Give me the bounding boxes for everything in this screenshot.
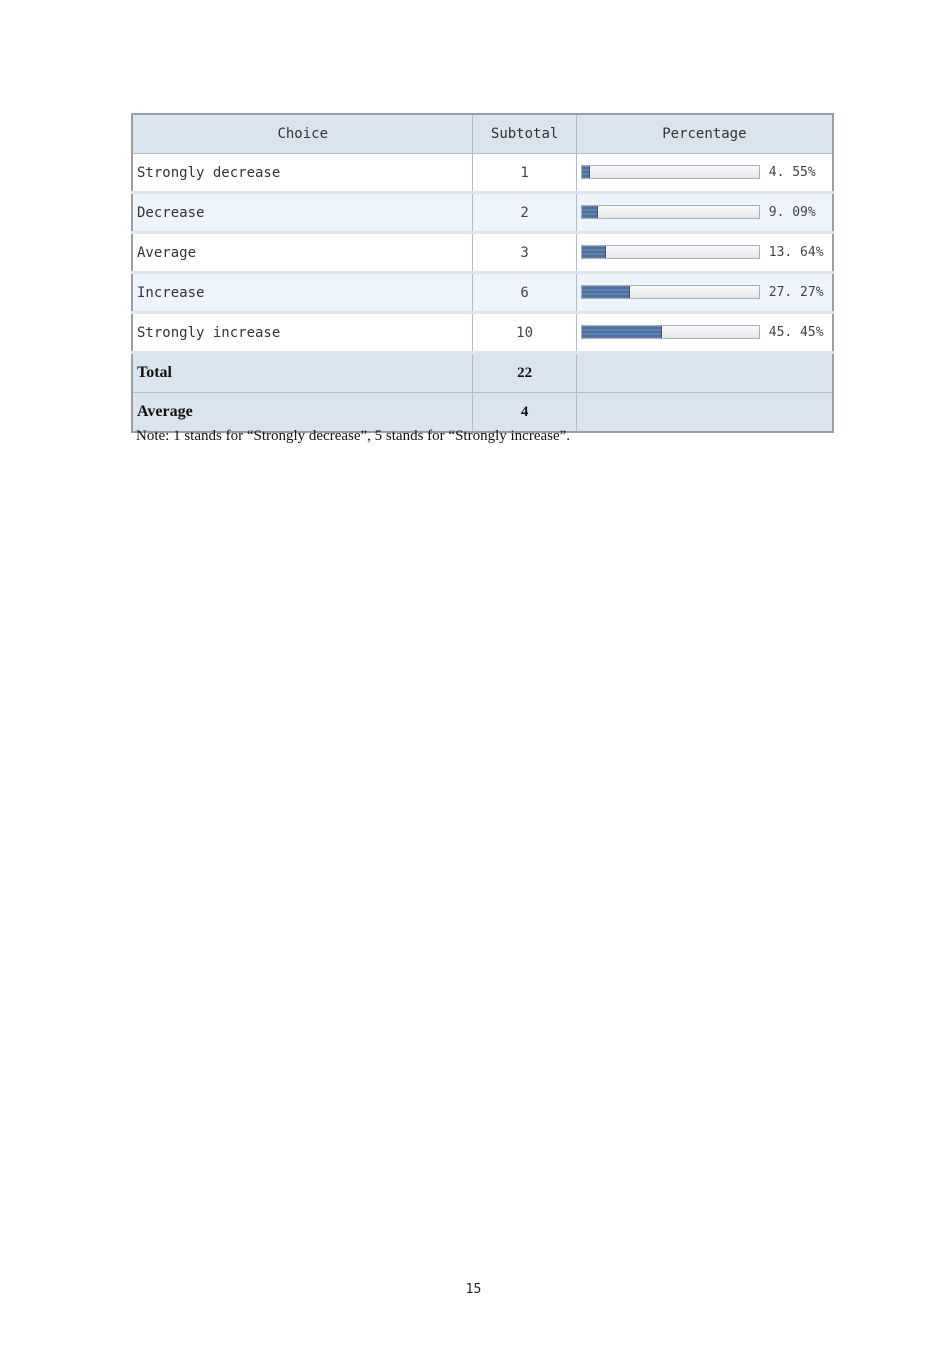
- average-empty-cell: [576, 393, 833, 433]
- percentage-bar: [581, 165, 760, 179]
- table-row: [132, 193, 833, 233]
- percentage-bar-fill: [582, 246, 606, 258]
- percentage-cell: [576, 273, 833, 313]
- subtotal-cell: 3: [473, 233, 576, 273]
- choice-cell: Increase: [132, 273, 473, 313]
- table-row: [132, 154, 833, 193]
- total-row: [132, 353, 833, 393]
- subtotal-cell: 6: [473, 273, 576, 313]
- choice-cell: Average: [132, 233, 473, 273]
- percentage-label: 13. 64%: [768, 245, 824, 260]
- percentage-bar-fill: [582, 286, 630, 298]
- page-number: 15: [465, 1282, 482, 1297]
- percentage-label: 27. 27%: [768, 285, 824, 300]
- percentage-label: 4. 55%: [768, 165, 816, 180]
- total-label: Total: [132, 353, 473, 393]
- percentage-bar: [581, 285, 760, 299]
- table-row: [132, 273, 833, 313]
- choice-cell: Strongly decrease: [132, 154, 473, 193]
- choice-cell: Decrease: [132, 193, 473, 233]
- percentage-cell: [576, 154, 833, 193]
- choice-cell: Strongly increase: [132, 313, 473, 353]
- subtotal-cell: 10: [473, 313, 576, 353]
- subtotal-cell: 1: [473, 154, 576, 193]
- header-percentage: Percentage: [576, 114, 833, 154]
- average-label: Average: [132, 393, 473, 433]
- header-subtotal: Subtotal: [473, 114, 576, 154]
- table-row: [132, 233, 833, 273]
- survey-results-table: [131, 113, 834, 433]
- percentage-label: 45. 45%: [768, 325, 824, 340]
- subtotal-cell: 2: [473, 193, 576, 233]
- average-value: 4: [473, 393, 576, 433]
- percentage-bar: [581, 325, 760, 339]
- percentage-cell: [576, 193, 833, 233]
- percentage-label: 9. 09%: [768, 205, 816, 220]
- percentage-bar-fill: [582, 326, 662, 338]
- average-row: [132, 393, 833, 433]
- percentage-bar-fill: [582, 206, 598, 218]
- table-header-row: [132, 114, 833, 154]
- total-value: 22: [473, 353, 576, 393]
- percentage-bar-fill: [582, 166, 590, 178]
- total-empty-cell: [576, 353, 833, 393]
- percentage-bar: [581, 245, 760, 259]
- percentage-cell: [576, 313, 833, 353]
- header-choice: Choice: [132, 114, 473, 154]
- table-note: Note: 1 stands for “Strongly decrease”, 5 stands for “Strongly increase”.: [136, 428, 571, 444]
- percentage-cell: [576, 233, 833, 273]
- percentage-bar: [581, 205, 760, 219]
- table-row: [132, 313, 833, 353]
